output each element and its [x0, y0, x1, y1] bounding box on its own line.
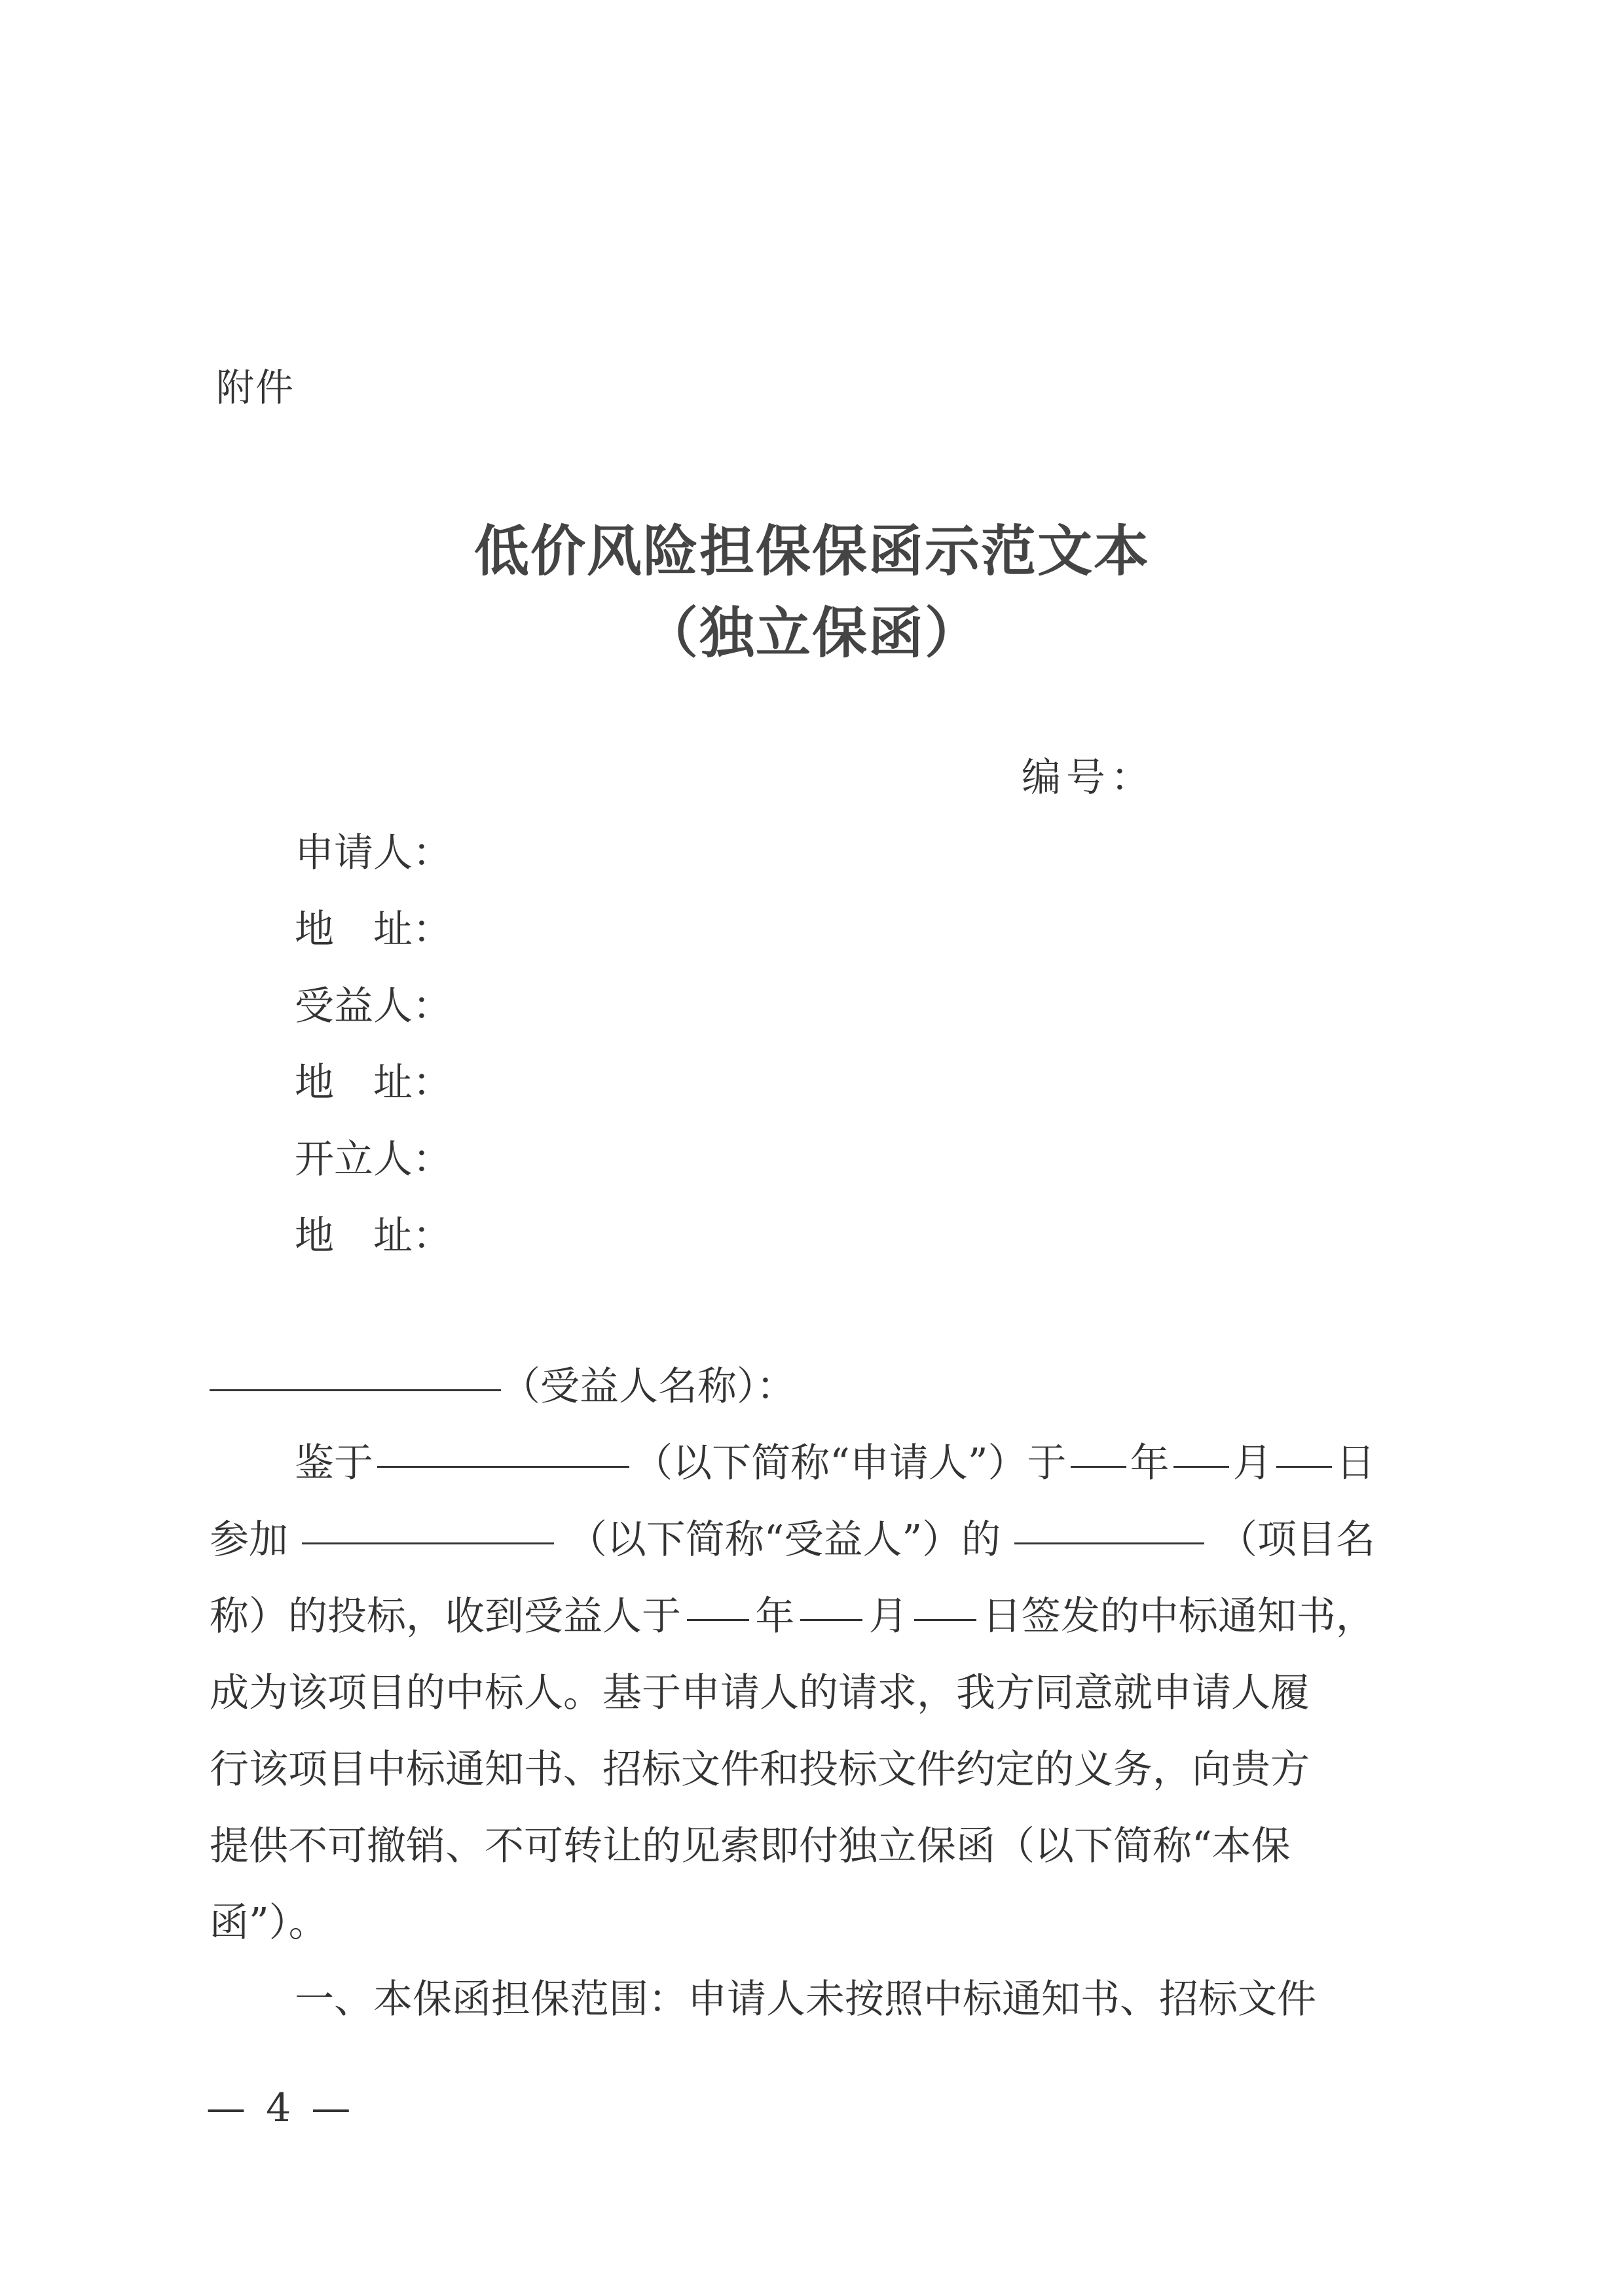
field-colon: ：	[413, 1137, 452, 1182]
field-colon: ：	[413, 1060, 452, 1106]
text-fragment: 年	[755, 1594, 795, 1639]
letter-body	[210, 1349, 1375, 2038]
paragraph-line: 成为该项目的中标人。基于申请人的请求，我方同意就申请人履	[210, 1670, 1310, 1716]
text-fragment: 称）的投标，收到受益人于	[210, 1594, 681, 1639]
blank-field	[687, 1578, 749, 1621]
paragraph-line: 提供不可撤销、不可转让的见索即付独立保函（以下简称“本保	[210, 1823, 1291, 1869]
text-fragment: 参加	[210, 1517, 288, 1563]
blank-field	[914, 1578, 976, 1621]
serial-number-label: 编号：	[1022, 755, 1155, 801]
issuer-address-field	[295, 1205, 452, 1281]
beneficiary-name-blank	[210, 1349, 501, 1391]
attachment-label: 附件	[216, 365, 295, 410]
text-fragment: 月	[1232, 1440, 1272, 1486]
text-fragment: 日签发的中标通知书，	[982, 1594, 1375, 1639]
paragraph-line: 一、本保函担保范围：申请人未按照中标通知书、招标文件	[295, 1977, 1316, 2022]
field-colon: ：	[413, 907, 452, 953]
beneficiary-field	[295, 975, 452, 1051]
document-title: 低价风险担保保函示范文本	[473, 519, 1150, 583]
text-fragment: 年	[1130, 1440, 1170, 1486]
field-label: 申请人	[295, 830, 413, 876]
beneficiary-address-field	[295, 1051, 452, 1128]
text-fragment: （项目名	[1217, 1517, 1375, 1563]
field-colon: ：	[413, 1213, 452, 1259]
text-fragment: （以下简称“受益人”）的	[567, 1517, 1001, 1563]
field-label: 地 址	[295, 907, 413, 953]
salutation-line	[210, 1349, 1375, 1425]
paragraph-line	[210, 1502, 1375, 1578]
text-fragment: 日	[1335, 1440, 1375, 1486]
paragraph-line	[210, 1578, 1375, 1655]
blank-field	[800, 1578, 862, 1621]
field-colon: ：	[413, 830, 452, 876]
text-fragment: 鉴于	[295, 1440, 373, 1486]
text-fragment: （以下简称“申请人”）于	[633, 1440, 1067, 1486]
text-fragment: 月	[868, 1594, 908, 1639]
applicant-address-field	[295, 898, 452, 975]
blank-field	[1173, 1425, 1229, 1468]
blank-field	[377, 1425, 629, 1468]
blank-field	[1014, 1502, 1204, 1544]
field-label: 地 址	[295, 1213, 413, 1259]
blank-field	[302, 1502, 554, 1544]
blank-field	[1071, 1425, 1126, 1468]
blank-field	[1276, 1425, 1332, 1468]
field-label: 地 址	[295, 1060, 413, 1106]
paragraph-line	[210, 1425, 1375, 1502]
field-label: 受益人	[295, 983, 413, 1029]
paragraph-line: 行该项目中标通知书、招标文件和投标文件约定的义务，向贵方	[210, 1747, 1310, 1793]
field-colon: ：	[413, 983, 452, 1029]
page-number: — 4 —	[206, 2085, 355, 2131]
document-subtitle: （独立保函）	[642, 600, 981, 665]
issuer-field	[295, 1128, 452, 1205]
paragraph-line: 函”）。	[210, 1900, 328, 1946]
party-fields	[295, 822, 452, 1281]
field-label: 开立人	[295, 1137, 413, 1182]
salutation-text: （受益人名称）：	[501, 1364, 796, 1410]
applicant-field	[295, 822, 452, 898]
